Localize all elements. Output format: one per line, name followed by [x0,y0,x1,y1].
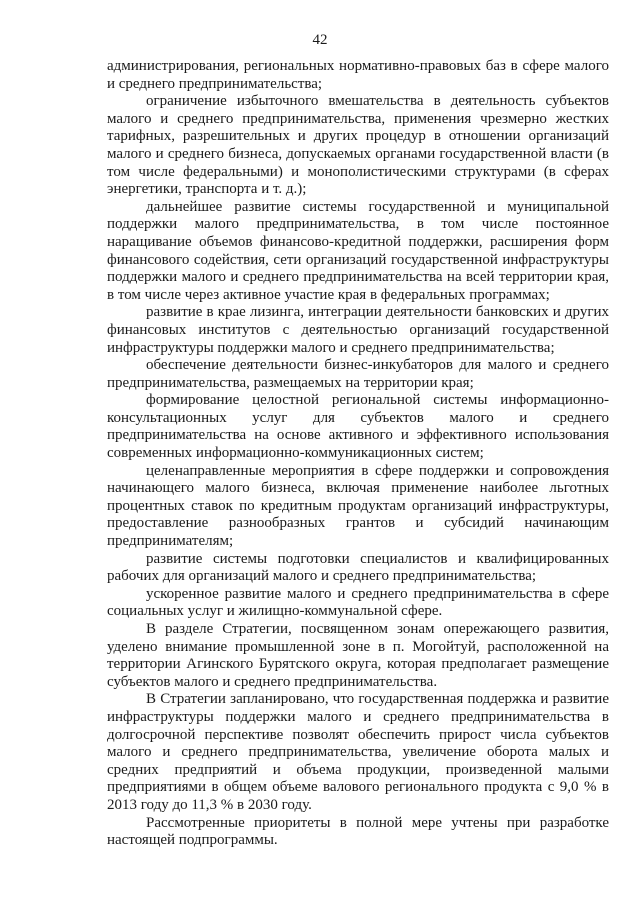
text-line: Рассмотренные приоритеты в полной мере учтены при разработке [146,814,609,831]
text-line: рабочих для организаций малого и среднего предпринимательства; [107,568,537,585]
text-line: 2013 году до 11,3 % в 2030 году. [107,796,312,813]
text-line: ускоренное развитие малого и среднего предпринимательства в сфере [146,585,609,602]
document-body [107,58,609,850]
paragraph [107,815,609,850]
text-line: формирование целостной региональной системы информационно- [146,392,609,409]
text-line: территории Агинского Бурятского округа, которая предполагает размещение [107,656,609,673]
text-line: консультационных услуг для субъектов малого и среднего [107,409,609,426]
paragraph [107,691,609,814]
text-line: энергетики, транспорта и т. д.); [107,181,307,198]
paragraph [107,304,609,357]
text-line: ограничение избыточного вмешательства в деятельность субъектов [146,93,609,110]
text-line: поддержки малого и среднего предпринимательства на всей территории края, [107,269,609,286]
text-line: малого и среднего предпринимательства, увеличение оборота малых и [107,744,609,761]
text-line: финансовых институтов с деятельностью организаций государственной [107,321,609,338]
text-line: субъектов малого и среднего предпринимательства. [107,673,438,690]
text-line: том числе федеральными) и монополистическими структурами (в сферах [107,163,609,180]
text-line: долгосрочной перспективе позволят обеспечить прирост числа субъектов [107,726,609,743]
paragraph [107,93,609,199]
page-number: 42 [312,32,328,48]
text-line: малого и среднего бизнеса, допускаемых органами государственной власти (в [107,145,609,162]
text-line: в том числе через активное участие края в федеральных программах; [107,286,550,303]
text-line: предоставление разнообразных грантов и субсидий начинающим [107,515,609,532]
text-line: дальнейшее развитие системы государственной и муниципальной [146,198,609,215]
text-line: предприятиями в общем объеме валового регионального продукта с 9,0 % в [107,779,609,796]
paragraph [107,551,609,586]
text-line: финансового содействия, сети организаций государственной инфраструктуры [107,251,609,268]
text-line: предпринимательства, размещаемых на территории края; [107,374,474,391]
paragraph [107,357,609,392]
text-line: процентных ставок по кредитным продуктам организаций инфраструктуры, [107,497,609,514]
text-line: малого и среднего предпринимательства, применения чрезмерно жестких [107,110,609,127]
text-line: наращивание объемов финансово-кредитной поддержки, расширения форм [107,233,609,250]
text-line: начинающего малого бизнеса, включая применение наиболее льготных [107,480,609,497]
text-line: предпринимательства на основе активного и эффективного использования [107,427,609,444]
text-line: уделено внимание промышленной зоне в п. Могойтуй, расположенной на [107,638,609,655]
text-line: развитие в крае лизинга, интеграции деятельности банковских и других [146,304,609,321]
text-line: целенаправленные мероприятия в сфере поддержки и сопровождения [146,462,609,479]
text-line: современных информационно-коммуникационных систем; [107,445,484,462]
paragraph [107,58,609,93]
paragraph [107,621,609,691]
text-line: развитие системы подготовки специалистов и квалифицированных [146,550,609,567]
text-line: и среднего предпринимательства; [107,75,323,92]
paragraph [107,463,609,551]
text-line: инфраструктуры поддержки малого и среднего предпринимательства в [107,708,609,725]
text-line: предпринимателям; [107,533,234,550]
text-line: поддержки малого предпринимательства, в том числе постоянное [107,216,609,233]
text-line: В разделе Стратегии, посвященном зонам опережающего развития, [146,621,609,637]
text-line: тарифных, разрешительных и других процедур в отношении организаций [107,128,609,145]
text-line: инфраструктуры поддержки малого и среднего предпринимательства; [107,339,555,356]
text-line: социальных услуг и жилищно-коммунальной сфере. [107,603,443,620]
text-line: настоящей подпрограммы. [107,832,278,849]
paragraph [107,199,609,305]
paragraph [107,392,609,462]
text-line: В Стратегии запланировано, что государственная поддержка и развитие [146,691,609,708]
paragraph [107,586,609,621]
text-line: администрирования, региональных нормативно-правовых баз в сфере малого [107,58,609,74]
text-line: обеспечение деятельности бизнес-инкубаторов для малого и среднего [146,357,609,374]
text-line: средних предприятий и объема продукции, произведенной малыми [107,761,609,778]
